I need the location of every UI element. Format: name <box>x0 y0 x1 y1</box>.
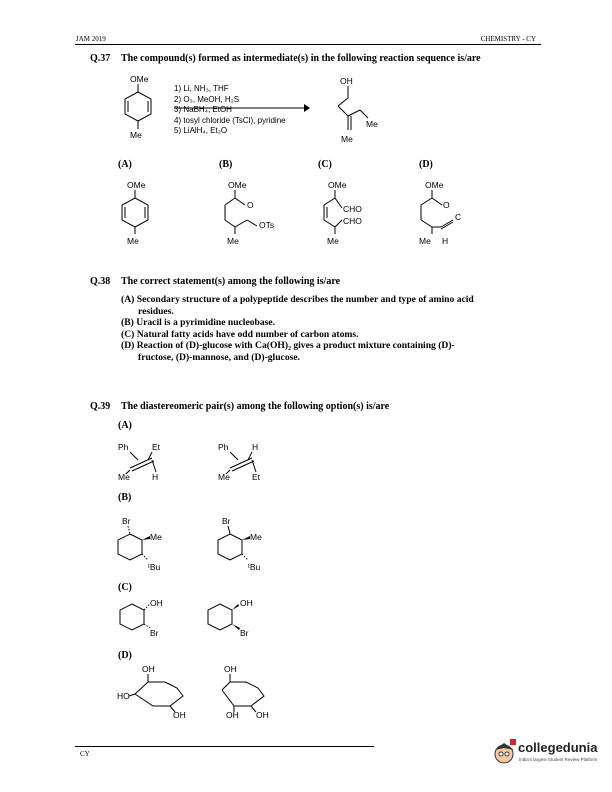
q38-number: Q.38 <box>90 276 111 287</box>
q39-d-left-pyranose <box>115 660 200 720</box>
q39-c-right <box>200 594 280 644</box>
svg-text:Me: Me <box>118 472 130 482</box>
q37-condition-5: 5) LiAlH₄, Et₂O <box>174 126 228 135</box>
svg-text:Ph: Ph <box>118 442 129 452</box>
svg-text:C: C <box>455 212 462 222</box>
q37-starting-material <box>108 72 168 147</box>
q39-a-left-alkene <box>112 440 182 485</box>
q39-option-a: (A) <box>118 420 132 431</box>
q37-option-a: (A) <box>118 159 132 170</box>
q37-condition-4: 4) tosyl chloride (TsCl), pyridine <box>174 115 286 125</box>
svg-text:Et: Et <box>252 472 261 482</box>
svg-text:OH: OH <box>150 598 163 608</box>
svg-text:Br: Br <box>150 628 159 638</box>
svg-text:OH: OH <box>142 664 155 674</box>
q37-option-d: (D) <box>419 159 433 170</box>
svg-text:OH: OH <box>240 598 253 608</box>
svg-text:OTs: OTs <box>259 220 275 230</box>
q39-number: Q.39 <box>90 401 111 412</box>
q39-d-right-pyranose <box>212 660 292 720</box>
svg-text:Me: Me <box>327 236 339 246</box>
svg-text:Me: Me <box>419 236 431 246</box>
svg-text:OMe: OMe <box>228 180 247 190</box>
svg-text:OMe: OMe <box>425 180 444 190</box>
q38-option-b: (B) Uracil is a pyrimidine nucleobase. <box>121 317 276 328</box>
svg-text:Ph: Ph <box>218 442 229 452</box>
svg-text:OH: OH <box>226 710 239 720</box>
svg-text:H: H <box>442 236 449 246</box>
q37-structure-d <box>405 178 485 248</box>
svg-text:HO: HO <box>117 691 130 701</box>
svg-text:Br: Br <box>122 516 131 526</box>
svg-text:Me: Me <box>250 532 262 542</box>
svg-text:CHO: CHO <box>343 216 362 226</box>
q39-option-d: (D) <box>118 650 132 661</box>
q37-product-me1: Me <box>366 119 378 129</box>
brand-tagline: India's largest Student Review Platform <box>519 757 598 762</box>
svg-text:OH: OH <box>224 664 237 674</box>
svg-text:H: H <box>252 442 259 452</box>
q38-option-c: (C) Natural fatty acids have odd number of carbon atoms. <box>121 328 359 340</box>
header-left: JAM 2019 <box>76 35 106 43</box>
q38-options <box>121 294 531 363</box>
collegedunia-logo-icon <box>492 738 518 766</box>
q39-a-right-alkene <box>212 440 282 485</box>
q37-structure-b <box>205 178 295 248</box>
q39-b-right <box>212 514 282 574</box>
brand-name: collegedunia <box>518 740 598 755</box>
q37-condition-3: 3) NaBH₄, EtOH <box>174 105 232 114</box>
q37-structure-c <box>308 178 388 248</box>
q37-option-c: (C) <box>318 159 332 170</box>
q38-text: The correct statement(s) among the following is/are <box>121 276 341 287</box>
svg-text:Br: Br <box>222 516 231 526</box>
svg-text:ᵗBu: ᵗBu <box>148 562 161 572</box>
svg-text:OMe: OMe <box>127 180 146 190</box>
svg-text:CHO: CHO <box>343 204 362 214</box>
header-rule <box>75 44 541 45</box>
header-right: CHEMISTRY - CY <box>480 35 536 43</box>
svg-text:Me: Me <box>150 532 162 542</box>
q37-structure-a <box>110 178 160 248</box>
q37-condition-1: 1) Li, NH₃, THF <box>174 84 229 93</box>
q37-product-oh: OH <box>340 76 353 86</box>
svg-text:O: O <box>443 200 450 210</box>
svg-text:Me: Me <box>218 472 230 482</box>
q39-text: The diastereomeric pair(s) among the following option(s) is/are <box>121 401 390 412</box>
svg-text:OH: OH <box>173 710 186 720</box>
svg-text:OMe: OMe <box>328 180 347 190</box>
q37-text: The compound(s) formed as intermediate(s) in the following reaction sequence is/are <box>121 53 481 64</box>
q39-b-left <box>112 514 182 574</box>
q37-sm-ome: OMe <box>130 74 149 84</box>
reaction-arrow-icon <box>174 103 310 113</box>
q37-option-b: (B) <box>219 159 233 170</box>
q37-product <box>320 72 390 152</box>
svg-text:O: O <box>247 200 254 210</box>
q37-number: Q.37 <box>90 53 111 64</box>
q37-sm-me: Me <box>130 130 142 140</box>
q38-option-d: (D) Reaction of (D)-glucose with Ca(OH)₂ gives a product mixture containing (D)- fructose, (D)-mannose, and (D)-glucose. <box>121 340 455 363</box>
q39-option-b: (B) <box>118 492 132 503</box>
q39-c-left <box>112 594 192 644</box>
q39-option-c: (C) <box>118 582 132 593</box>
svg-text:Et: Et <box>152 442 161 452</box>
svg-text:ᵗBu: ᵗBu <box>248 562 261 572</box>
q38-option-a: (A) Secondary structure of a polypeptide describes the number and type of amino acid residues. <box>121 294 474 317</box>
footer-rule <box>75 746 374 747</box>
svg-text:Br: Br <box>240 628 249 638</box>
svg-text:H: H <box>152 472 159 482</box>
svg-text:OH: OH <box>256 710 269 720</box>
footer-left: CY <box>80 750 90 758</box>
q37-product-me2: Me <box>341 134 353 144</box>
svg-text:Me: Me <box>127 236 139 246</box>
svg-text:Me: Me <box>227 236 239 246</box>
q37-condition-2: 2) O₃, MeOH, H₂S <box>174 94 240 104</box>
